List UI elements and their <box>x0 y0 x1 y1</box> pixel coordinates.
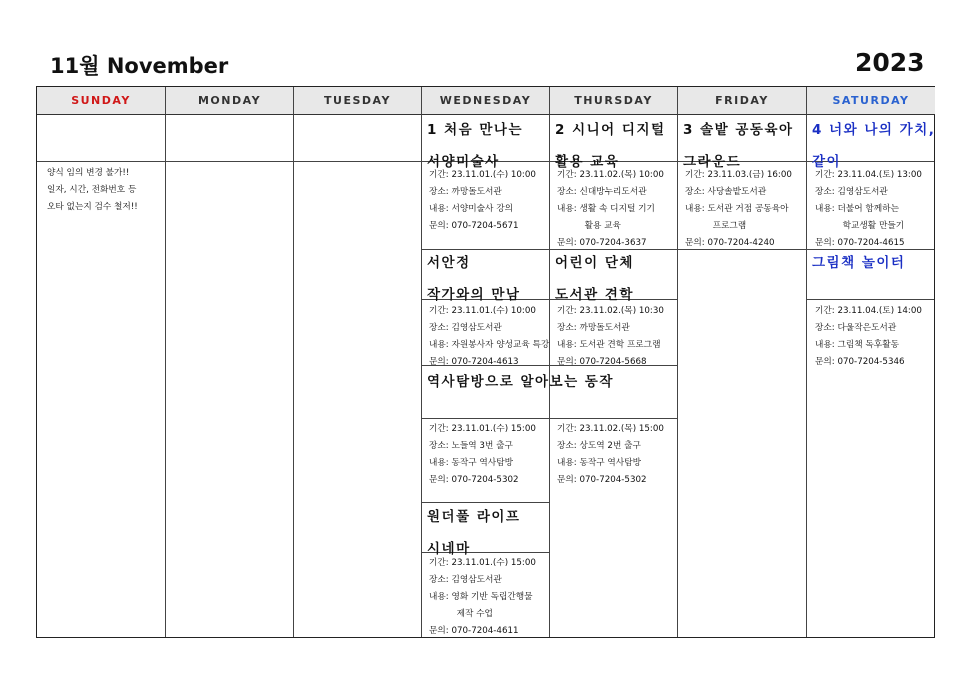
event-info-wed4: 기간: 23.11.01.(수) 15:00 장소: 김영삼도서관 내용: 영화 기반 독립간행물 제작 수업 문의: 070-7204-4611 <box>429 558 536 636</box>
event-info-wed1: 기간: 23.11.01.(수) 10:00 장소: 까망돌도서관 내용: 서양미술사 강의 문의: 070-7204-5671 <box>429 170 536 231</box>
event-info-sat1: 기간: 23.11.04.(토) 13:00 장소: 김영삼도서관 내용: 더불어 함께하는 학교생활 만들기 문의: 070-7204-4615 <box>815 170 922 248</box>
event-title-wed3: 역사탐방으로 알아보는 동작 <box>427 374 614 390</box>
column-divider <box>421 115 422 637</box>
event-info-sat2: 기간: 23.11.04.(토) 14:00 장소: 다울작은도서관 내용: 그림책 독후활동 문의: 070-7204-5346 <box>815 306 922 367</box>
event-title-thu1: 2 시니어 디지털 활용 교육 <box>555 122 666 170</box>
event-title-wed1: 1 처음 만나는 서양미술사 <box>427 122 523 170</box>
row-divider <box>806 299 934 300</box>
day-header-wednesday: WEDNESDAY <box>422 87 550 115</box>
event-title-wed4: 원더풀 라이프 시네마 <box>427 509 521 557</box>
column-divider <box>165 115 166 637</box>
row-divider <box>421 418 677 419</box>
sunday-note: 양식 임의 변경 불가!! 일자, 시간, 전화번호 등 오타 없는지 검수 철저!! <box>47 168 138 212</box>
column-divider <box>293 115 294 637</box>
event-info-fri1: 기간: 23.11.03.(금) 16:00 장소: 사당솔밭도서관 내용: 도서관 거점 공동육아 프로그램 문의: 070-7204-4240 <box>685 170 792 248</box>
month-title: 11월 November <box>50 54 229 78</box>
day-header-thursday: THURSDAY <box>550 87 678 115</box>
event-title-sat1: 4 너와 나의 가치, 같이 <box>812 122 936 170</box>
event-info-thu2: 기간: 23.11.02.(목) 10:30 장소: 까망돌도서관 내용: 도서관 견학 프로그램 문의: 070-7204-5668 <box>557 306 664 367</box>
day-header-tuesday: TUESDAY <box>294 87 422 115</box>
year-title: 2023 <box>855 48 925 77</box>
event-title-fri1: 3 솔밭 공동육아 그라운드 <box>683 122 794 170</box>
column-divider <box>806 115 807 637</box>
event-title-wed2: 서안정 작가와의 만남 <box>427 255 521 303</box>
event-info-wed3: 기간: 23.11.01.(수) 15:00 장소: 노들역 3번 출구 내용: 동작구 역사탐방 문의: 070-7204-5302 <box>429 424 536 485</box>
day-header-friday: FRIDAY <box>678 87 807 115</box>
event-info-thu1: 기간: 23.11.02.(목) 10:00 장소: 신대방누리도서관 내용: 생활 속 디지털 기기 활용 교육 문의: 070-7204-3637 <box>557 170 664 248</box>
column-divider <box>677 115 678 637</box>
day-header-saturday: SATURDAY <box>807 87 935 115</box>
event-title-sat2: 그림책 놀이터 <box>812 255 906 271</box>
day-header-sunday: SUNDAY <box>37 87 166 115</box>
calendar-grid <box>36 86 935 638</box>
event-title-thu2: 어린이 단체 도서관 견학 <box>555 255 634 303</box>
event-info-thu3: 기간: 23.11.02.(목) 15:00 장소: 상도역 2번 출구 내용: 동작구 역사탐방 문의: 070-7204-5302 <box>557 424 664 485</box>
event-info-wed2: 기간: 23.11.01.(수) 10:00 장소: 김영삼도서관 내용: 자원봉사자 양성교육 특강 문의: 070-7204-4613 <box>429 306 550 367</box>
day-header-monday: MONDAY <box>166 87 294 115</box>
